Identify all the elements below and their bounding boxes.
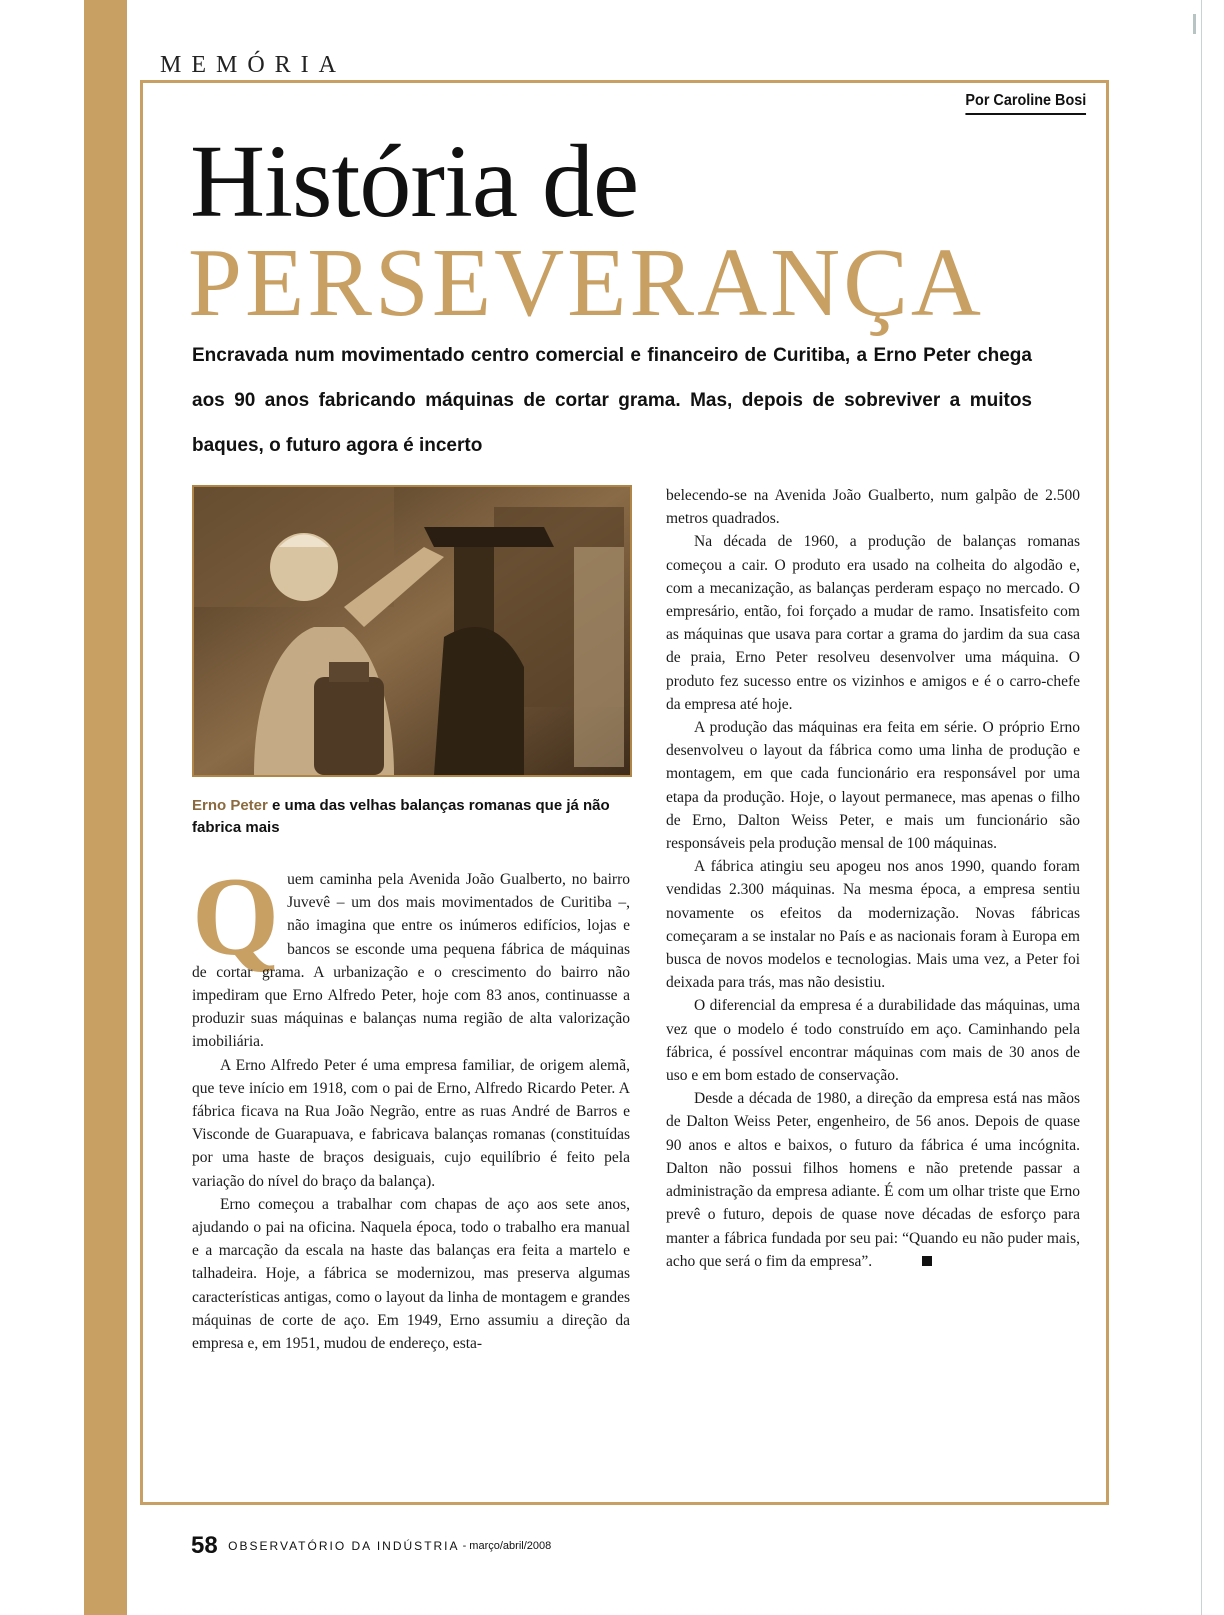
paragraph: A fábrica atingiu seu apogeu nos anos 1990, quando foram vendidas 2.300 máquinas. Na mesma época, a empresa sentiu novamente os efeitos da modernização. Novas fábricas começaram a se instalar no País e as nacionais foram à Europa em busca de novos modelos e tecnologias. Mais uma vez, a Peter foi deixada para trás, mas não desistiu. bbox=[666, 858, 1080, 992]
accent-sidebar-bar bbox=[84, 0, 127, 1615]
article-deck: Encravada num movimentado centro comercial e financeiro de Curitiba, a Erno Peter chega aos 90 anos fabricando máquinas de cortar grama. Mas, depois de sobreviver a muitos baques, o futuro agora é incerto bbox=[192, 345, 1032, 456]
paragraph: Desde a década de 1980, a direção da empresa está nas mãos de Dalton Weiss Peter, engenheiro, de 56 anos. Depois de quase 90 anos e altos e baixos, o futuro da fábrica é uma incógnita. Dalton não possui filhos homens e não pretende passar a administração da empresa adiante. É com um olhar triste que Erno prevê o futuro, depois de quase nove décadas de esforço para manter a fábrica fundada por seu pai: “Quando eu não puder mais, acho que será o fim da empresa”. bbox=[666, 1090, 1080, 1270]
photo-caption bbox=[192, 795, 632, 839]
article-column-2 bbox=[666, 484, 1080, 1273]
title-line-2: PERSEVERANÇA bbox=[188, 229, 984, 336]
margin-guide-line bbox=[1201, 0, 1202, 1615]
photo-erno-peter bbox=[192, 485, 632, 777]
issue-date: - março/abril/2008 bbox=[459, 1540, 552, 1552]
paragraph: O diferencial da empresa é a durabilidade das máquinas, uma vez que o modelo é todo construído em aço. Caminhando pela fábrica, é possível encontrar máquinas com mais de 30 anos de uso e em bom estado de conservação. bbox=[666, 997, 1080, 1085]
paragraph: Na década de 1960, a produção de balanças romanas começou a cair. O produto era usado na colheita do algodão e, com a mecanização, as balanças perderam espaço no mercado. O empresário, então, foi forçado a mudar de ramo. Insatisfeito com as máquinas que usava para cortar a grama do jardim da sua casa de praia, Erno Peter resolveu desenvolver uma máquina. O produto fez sucesso entre os vizinhos e amigos e é o carro-chefe da empresa até hoje. bbox=[666, 533, 1080, 713]
paragraph: belecendo-se na Avenida João Gualberto, num galpão de 2.500 metros quadrados. bbox=[666, 487, 1080, 528]
margin-tick bbox=[1193, 14, 1196, 34]
byline: Por Caroline Bosi bbox=[965, 92, 1086, 115]
photo-icon bbox=[194, 487, 630, 775]
paragraph: uem caminha pela Avenida João Gualberto, no bairro Juvevê – um dos mais movimentados de Curitiba –, não imagina que entre os inúmeros edifícios, lojas e bancos se esconde uma pequena fábrica de máquinas de cortar grama. A urbanização e o crescimento do bairro não impediram que Erno Alfredo Peter, hoje com 83 anos, continuasse a produzir suas máquinas e balanças numa região de alta valorização imobiliária. bbox=[192, 871, 630, 1051]
paragraph: Erno começou a trabalhar com chapas de aço aos sete anos, ajudando o pai na oficina. Naquela época, todo o trabalho era manual e a marcação da escala na haste das balanças era feita a martelo e talhadeira. Hoje, a fábrica se modernizou, mas preserva algumas características antigas, como o layout da linha de montagem e grandes máquinas de corte de aço. Em 1949, Erno assumiu a direção da empresa e, em 1951, mudou de endereço, esta- bbox=[192, 1195, 630, 1353]
caption-name: Erno Peter bbox=[192, 797, 268, 814]
page-number: 58 bbox=[191, 1532, 218, 1559]
paragraph: A produção das máquinas era feita em série. O próprio Erno desenvolveu o layout da fábrica como uma linha de produção e montagem, em que cada funcionário era responsável por uma etapa da produção. Hoje, o layout permanece, mas apenas o filho de Erno, Dalton Weiss Peter, e mais um funcionário são responsáveis pela produção mensal de 100 máquinas. bbox=[666, 719, 1080, 853]
paragraph-final bbox=[666, 1087, 1080, 1273]
title-line-1: História de bbox=[190, 124, 639, 239]
caption-text: e uma das velhas balanças romanas que já não fabrica mais bbox=[192, 797, 610, 836]
drop-cap: Q bbox=[192, 855, 280, 979]
article-column-1 bbox=[192, 855, 630, 1355]
section-label: MEMÓRIA bbox=[160, 52, 352, 79]
magazine-name: OBSERVATÓRIO DA INDÚSTRIA bbox=[228, 1539, 460, 1553]
page-footer bbox=[191, 1532, 551, 1560]
end-mark-icon bbox=[922, 1256, 932, 1266]
paragraph: A Erno Alfredo Peter é uma empresa familiar, de origem alemã, que teve início em 1918, com o pai de Erno, Alfredo Ricardo Peter. A fábrica ficava na Rua João Negrão, entre as ruas André de Barros e Visconde de Guarapuava, e fabricava balanças romanas (constituídas por uma haste de braços desiguais, cujo equilíbrio é feito pela variação do nível do braço da balança). bbox=[192, 1056, 630, 1190]
